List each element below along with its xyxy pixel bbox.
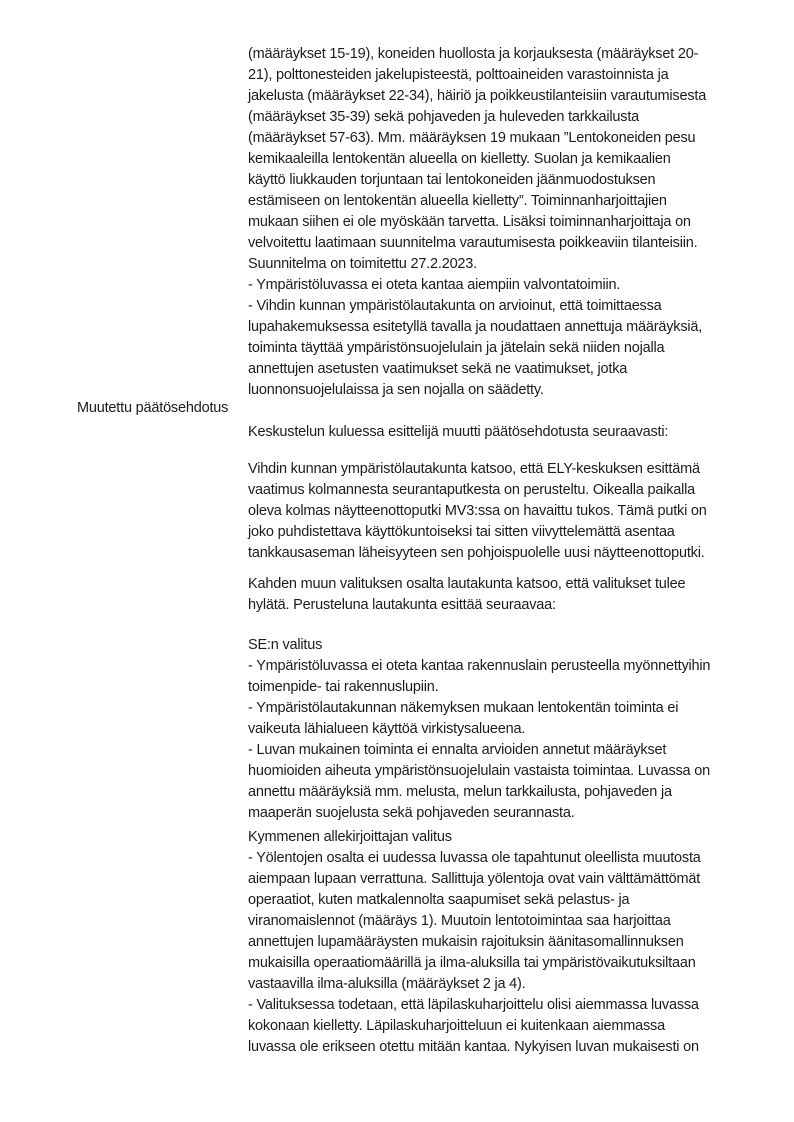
text-line: annettujen lupamääräysten mukaisin rajoituksin äänitasomallinnuksen <box>248 934 684 950</box>
text-line: kemikaaleilla lentokentän alueella on kielletty. Suolan ja kemikaalien <box>248 151 671 167</box>
paragraph-sen-valitus <box>248 635 788 824</box>
text-line: - Yölentojen osalta ei uudessa luvassa ole tapahtunut oleellista muutosta <box>248 850 701 866</box>
text-line: annettu määräyksiä mm. melusta, melun tarkkailusta, pohjaveden ja <box>248 784 672 800</box>
text-line: velvoitettu laatimaan suunnitelma varautumisesta poikkeaviin tilanteisiin. <box>248 235 698 251</box>
text-line: - Vihdin kunnan ympäristölautakunta on arvioinut, että toimittaessa <box>248 298 662 314</box>
text-line: Kahden muun valituksen osalta lautakunta katsoo, että valitukset tulee <box>248 576 686 592</box>
text-line: huomioiden aiheuta ympäristönsuojelulain vastaista toimintaa. Luvassa on <box>248 763 710 779</box>
text-line: (määräykset 15-19), koneiden huollosta ja korjauksesta (määräykset 20- <box>248 46 699 62</box>
text-line: viranomaislennot (määräys 1). Muutoin lentotoimintaa saa harjoittaa <box>248 913 671 929</box>
paragraph-kahden-muun-valituksen <box>248 574 788 616</box>
text-line: maaperän suojelusta sekä pohjaveden seurannasta. <box>248 805 575 821</box>
text-line: vaatimus kolmannesta seurantaputkesta on perusteltu. Oikealla paikalla <box>248 482 696 498</box>
text-line: - Valituksessa todetaan, että läpilaskuharjoittelu olisi aiemmassa luvassa <box>248 997 699 1013</box>
text-line: vaikeuta lähialueen käyttöä virkistysalueena. <box>248 721 526 737</box>
text-line: - Luvan mukainen toiminta ei ennalta arvioiden annetut määräykset <box>248 742 667 758</box>
text-line: joko puhdistettava käyttökuntoiseksi tai sitten viivyttelemättä asentaa <box>248 524 675 540</box>
text-line: Vihdin kunnan ympäristölautakunta katsoo, että ELY-keskuksen esittämä <box>248 461 700 477</box>
text-line: oleva kolmas näytteenottoputki MV3:ssa on havaittu tukos. Tämä putki on <box>248 503 707 519</box>
text-line: 21), polttonesteiden jakelupisteestä, polttoaineiden varastoinnista ja <box>248 67 669 83</box>
text-line: luonnonsuojelulaissa ja sen nojalla on säädetty. <box>248 382 544 398</box>
text-line: tankkausaseman läheisyyteen sen pohjoispuolelle uusi näytteenottoputki. <box>248 545 705 561</box>
paragraph-vihdin-kunta-katsoo <box>248 459 788 564</box>
text-line: toiminta täyttää ympäristönsuojelulain ja jätelain sekä niiden nojalla <box>248 340 665 356</box>
text-line: - Ympäristöluvassa ei oteta kantaa aiempiin valvontatoimiin. <box>248 277 621 293</box>
paragraph-keskustelu-intro <box>248 422 788 443</box>
text-line: lupahakemuksessa esitetyllä tavalla ja noudattaen annettuja määräyksiä, <box>248 319 703 335</box>
text-line: Kymmenen allekirjoittajan valitus <box>248 829 452 845</box>
margin-heading: Muutettu päätösehdotus <box>77 400 229 416</box>
text-line: hylätä. Perusteluna lautakunta esittää seuraavaa: <box>248 597 556 613</box>
text-line: - Ympäristöluvassa ei oteta kantaa rakennuslain perusteella myönnettyihin <box>248 658 711 674</box>
text-line: käyttö liukkauden torjuntaan tai lentokoneiden jäänmuodostuksen <box>248 172 656 188</box>
text-line: estämiseen on lentokentän alueella kielletty”. Toiminnanharjoittajien <box>248 193 667 209</box>
text-line: luvassa ole erikseen otettu mitään kantaa. Nykyisen luvan mukaisesti on <box>248 1039 699 1055</box>
text-line: - Ympäristölautakunnan näkemyksen mukaan lentokentän toiminta ei <box>248 700 679 716</box>
text-line: Keskustelun kuluessa esittelijä muutti päätösehdotusta seuraavasti: <box>248 424 669 440</box>
text-line: annettujen asetusten vaatimukset sekä ne vaatimukset, jotka <box>248 361 628 377</box>
text-line: kokonaan kielletty. Läpilaskuharjoitteluun ei kuitenkaan aiemmassa <box>248 1018 665 1034</box>
text-line: aiempaan lupaan verrattuna. Sallittuja yölentoja ovat vain välttämättömät <box>248 871 701 887</box>
text-line: (määräykset 35-39) sekä pohjaveden ja huleveden tarkkailusta <box>248 109 640 125</box>
text-line: (määräykset 57-63). Mm. määräyksen 19 mukaan ”Lentokoneiden pesu <box>248 130 696 146</box>
text-line: vastaavilla ilma-aluksilla (määräykset 2 ja 4). <box>248 976 526 992</box>
text-line: SE:n valitus <box>248 637 323 653</box>
text-line: toimenpide- tai rakennuslupiin. <box>248 679 439 695</box>
paragraph-maaraykset-ja-arvio <box>248 44 788 401</box>
text-line: mukaan siihen ei ole myöskään tarvetta. Lisäksi toiminnanharjoittaja on <box>248 214 691 230</box>
text-line: operaatiot, kuten matkalennolta saapumiset sekä pelastus- ja <box>248 892 630 908</box>
paragraph-kymmenen-allekirjoittajan-valitus <box>248 827 788 1058</box>
text-line: jakelusta (määräykset 22-34), häiriö ja poikkeustilanteisiin varautumisesta <box>248 88 707 104</box>
text-line: Suunnitelma on toimitettu 27.2.2023. <box>248 256 477 272</box>
text-line: mukaisilla operaatiomäärillä ja ilma-aluksilla tai ympäristövaikutuksiltaan <box>248 955 696 971</box>
